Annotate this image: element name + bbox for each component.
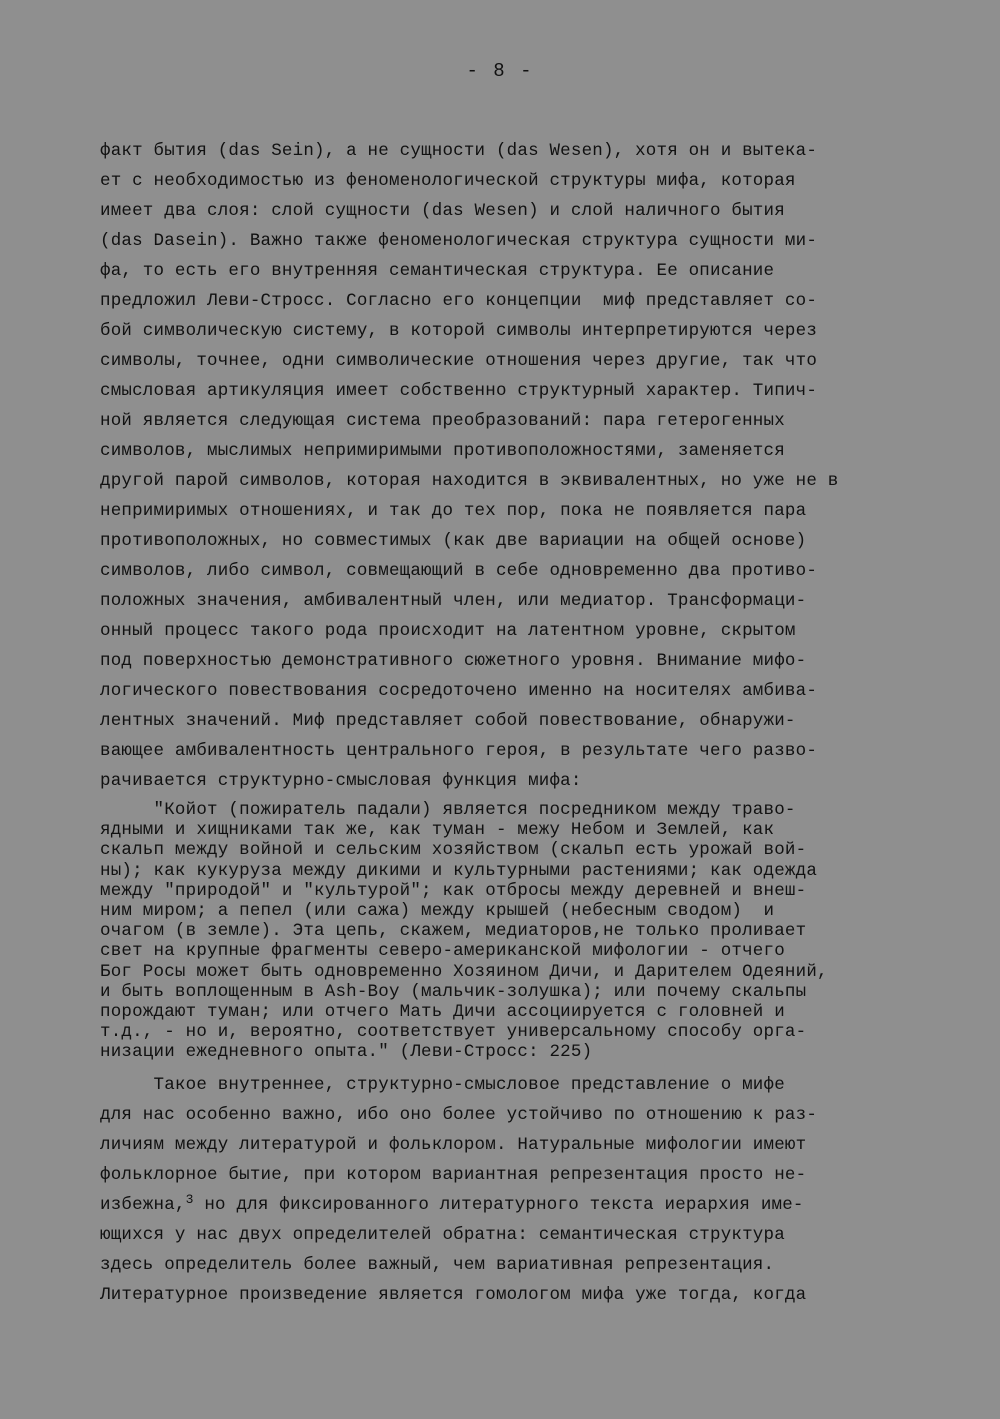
text-line: логического повествования сосредоточено именно на носителях амбива- bbox=[100, 681, 818, 701]
text-line: (das Dasein). Важно также феноменологическая структура сущности ми- bbox=[100, 231, 818, 251]
quote-line: между "природой" и "культурой"; как отбросы между деревней и внеш- bbox=[100, 880, 807, 901]
text-segment: но для фиксированного литературного текста иерархия име- bbox=[193, 1195, 804, 1215]
quote-line: ны); как кукуруза между дикими и культурными растениями; как одежда bbox=[100, 860, 818, 881]
quote-line: очагом (в земле). Эта цепь, скажем, медиаторов,не только проливает bbox=[100, 921, 807, 942]
text-line: здесь определитель более важный, чем вариативная репрезентация. bbox=[100, 1255, 775, 1275]
block-quote bbox=[100, 800, 920, 1062]
text-line: ной является следующая система преобразований: пара гетерогенных bbox=[100, 411, 785, 431]
quote-line: ядными и хищниками так же, как туман - межу Небом и Землей, как bbox=[100, 820, 775, 841]
text-line: символы, точнее, одни символические отношения через другие, так что bbox=[100, 351, 818, 371]
text-line: другой парой символов, которая находится в эквивалентных, но уже не в bbox=[100, 471, 839, 491]
footnote-marker[interactable]: 3 bbox=[185, 1192, 194, 1207]
paragraph-2 bbox=[100, 1070, 930, 1310]
text-line: ющихся у нас двух определителей обратна: семантическая структура bbox=[100, 1225, 785, 1245]
text-line: для нас особенно важно, ибо оно более устойчиво по отношению к раз- bbox=[100, 1105, 818, 1125]
text-line: факт бытия (das Sein), а не сущности (das Wesen), хотя он и вытека- bbox=[100, 141, 818, 161]
text-line: вающее амбивалентность центрального героя, в результате чего разво- bbox=[100, 741, 818, 761]
text-line: бой символическую систему, в которой символы интерпретируются через bbox=[100, 321, 818, 341]
text-line: ет с необходимостью из феноменологической структуры мифа, которая bbox=[100, 171, 796, 191]
quote-line: т.д., - но и, вероятно, соответствует универсальному способу орга- bbox=[100, 1022, 807, 1043]
quote-line: свет на крупные фрагменты северо-американской мифологии - отчего bbox=[100, 941, 785, 962]
quote-line: порождают туман; или отчего Мать Дичи ассоциируется с головней и bbox=[100, 1001, 785, 1022]
text-line: онный процесс такого рода происходит на латентном уровне, скрытом bbox=[100, 621, 796, 641]
text-segment: избежна, bbox=[100, 1195, 186, 1215]
text-line: символов, либо символ, совмещающий в себе одновременно два противо- bbox=[100, 561, 818, 581]
text-line: символов, мыслимых непримиримыми противоположностями, заменяется bbox=[100, 441, 785, 461]
text-line: предложил Леви-Стросс. Согласно его концепции миф представляет со- bbox=[100, 291, 818, 311]
text-line: личиям между литературой и фольклором. Натуральные мифологии имеют bbox=[100, 1135, 807, 1155]
quote-line: ним миром; а пепел (или сажа) между крышей (небесным сводом) и bbox=[100, 900, 775, 921]
text-line: фа, то есть его внутренняя семантическая структура. Ее описание bbox=[100, 261, 775, 281]
text-line-with-footnote bbox=[100, 1190, 930, 1220]
text-line: рачивается структурно-смысловая функция мифа: bbox=[100, 771, 582, 791]
quote-line: Бог Росы может быть одновременно Хозяином Дичи, и Дарителем Одеяний, bbox=[100, 961, 828, 982]
text-line: Такое внутреннее, структурно-смысловое представление о мифе bbox=[100, 1075, 785, 1095]
page-number: - 8 - bbox=[466, 60, 534, 82]
text-line: положных значения, амбивалентный член, или медиатор. Трансформаци- bbox=[100, 591, 807, 611]
quote-line: скальп между войной и сельским хозяйством (скальп есть урожай вой- bbox=[100, 840, 807, 861]
paragraph-1 bbox=[100, 136, 930, 796]
text-line: имеет два слоя: слой сущности (das Wesen) и слой наличного бытия bbox=[100, 201, 785, 221]
text-line: смысловая артикуляция имеет собственно структурный характер. Типич- bbox=[100, 381, 818, 401]
text-line: противоположных, но совместимых (как две вариации на общей основе) bbox=[100, 531, 807, 551]
text-line: непримиримых отношениях, и так до тех пор, пока не появляется пара bbox=[100, 501, 807, 521]
text-line: фольклорное бытие, при котором вариантная репрезентация просто не- bbox=[100, 1165, 807, 1185]
quote-line: "Койот (пожиратель падали) является посредником между траво- bbox=[100, 800, 796, 820]
quote-line: низации ежедневного опыта." (Леви-Стросс: 225) bbox=[100, 1042, 593, 1063]
text-line: Литературное произведение является гомологом мифа уже тогда, когда bbox=[100, 1285, 807, 1305]
quote-line: и быть воплощенным в Ash-Boy (мальчик-золушка); или почему скальпы bbox=[100, 981, 807, 1002]
text-line: лентных значений. Миф представляет собой повествование, обнаружи- bbox=[100, 711, 796, 731]
text-line: под поверхностью демонстративного сюжетного уровня. Внимание мифо- bbox=[100, 651, 807, 671]
